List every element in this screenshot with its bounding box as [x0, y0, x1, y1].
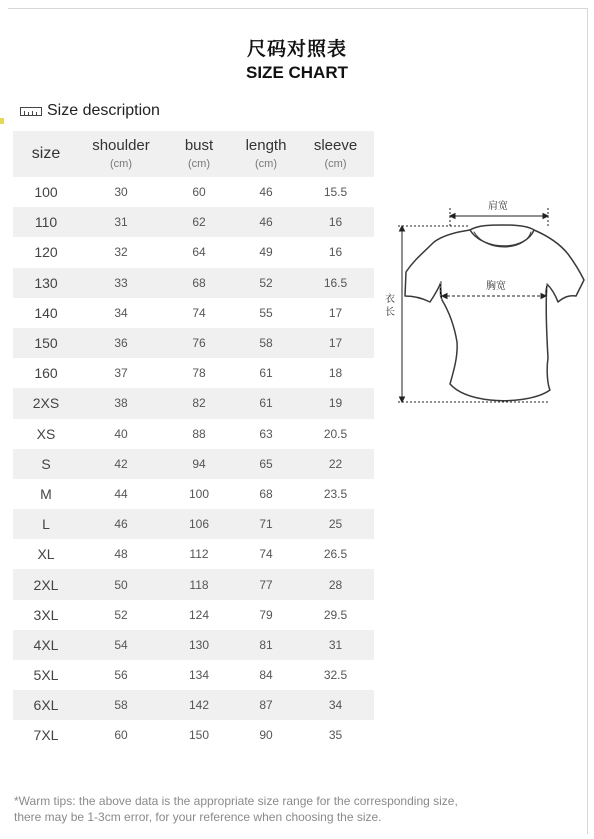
length-cell: 52: [259, 275, 273, 290]
section-heading: [20, 102, 160, 120]
shoulder-cell: 34: [114, 305, 128, 320]
bust-cell: 118: [189, 577, 209, 592]
tshirt-outline: [405, 225, 584, 401]
sleeve-cell: 19: [328, 396, 343, 411]
header-cell: [79, 131, 163, 177]
header-cell: [297, 131, 374, 177]
shoulder-cell: 31: [114, 215, 128, 230]
length-cell: 61: [259, 396, 273, 411]
sleeve-cell: 15.5: [323, 185, 348, 200]
size-cell: 5XL: [33, 667, 59, 684]
bust-cell: 150: [188, 728, 210, 743]
sleeve-cell: 34: [328, 698, 343, 713]
bust-cell: 124: [188, 607, 210, 622]
table-row: [13, 630, 374, 660]
bust-cell: 60: [192, 185, 206, 200]
shoulder-cell: 50: [114, 577, 128, 592]
length-cell: 87: [259, 698, 273, 713]
section-label: Size description: [47, 102, 160, 119]
bust-cell: 82: [192, 396, 206, 411]
bust-cell: 76: [192, 336, 206, 351]
size-cell: M: [40, 485, 52, 502]
shoulder-cell: 42: [114, 456, 128, 471]
shoulder-cell: 30: [114, 185, 128, 200]
table-row: [13, 600, 374, 630]
shoulder-cell: 32: [114, 245, 128, 260]
size-cell: S: [41, 455, 51, 472]
shoulder-cell: 52: [114, 607, 128, 622]
footnote-line-1: *Warm tips: the above data is the appropriate size range for the corresponding size,: [14, 794, 458, 808]
chart-title-cn: 尺码对照表: [246, 38, 347, 60]
bust-cell: 94: [192, 456, 206, 471]
bust-cell: 106: [188, 517, 210, 532]
header-unit: (cm): [324, 158, 347, 170]
shoulder-cell: 44: [114, 486, 128, 501]
header-cell: [13, 131, 79, 177]
ruler-icon: [20, 107, 42, 116]
bust-cell: 78: [192, 366, 206, 381]
table-row: [13, 388, 374, 418]
length-cell: 61: [259, 366, 273, 381]
header-name: sleeve: [313, 137, 358, 154]
bust-cell: 142: [188, 698, 210, 713]
shoulder-cell: 54: [114, 637, 128, 652]
header-unit: (cm): [255, 158, 277, 170]
size-cell: 6XL: [33, 697, 59, 714]
size-cell: 110: [34, 214, 58, 231]
header-cell: [235, 131, 297, 177]
shoulder-cell: 37: [114, 366, 128, 381]
sleeve-cell: 25: [328, 517, 343, 532]
shoulder-cell: 40: [114, 426, 128, 441]
shoulder-cell: 46: [114, 517, 128, 532]
header-name: length: [245, 137, 287, 154]
table-row: [13, 660, 374, 690]
bust-cell: 62: [192, 215, 206, 230]
table-row: [13, 358, 374, 388]
chart-title-en: SIZE CHART: [246, 63, 348, 82]
bust-cell: 130: [188, 637, 210, 652]
sleeve-cell: 16: [328, 245, 343, 260]
size-table: [13, 131, 374, 751]
table-row: [13, 268, 374, 298]
size-cell: 3XL: [33, 606, 59, 623]
length-cell: 90: [259, 728, 273, 743]
length-cell: 65: [259, 456, 273, 471]
length-cell: 79: [259, 607, 273, 622]
sleeve-cell: 29.5: [323, 607, 348, 622]
size-cell: 140: [34, 304, 58, 321]
bust-cell: 74: [192, 305, 206, 320]
sleeve-cell: 31: [328, 637, 343, 652]
size-cell: 160: [34, 365, 58, 382]
shoulder-cell: 33: [114, 275, 128, 290]
length-label-bottom: 长: [385, 307, 395, 318]
size-cell: 4XL: [33, 636, 59, 653]
shoulder-cell: 38: [114, 396, 128, 411]
sleeve-cell: 23.5: [323, 486, 348, 501]
table-row: [13, 298, 374, 328]
footnote: [14, 793, 534, 825]
size-cell: 7XL: [33, 727, 59, 744]
shoulder-cell: 48: [114, 547, 128, 562]
length-cell: 68: [259, 486, 273, 501]
bust-cell: 134: [188, 668, 210, 683]
length-cell: 84: [259, 668, 273, 683]
sleeve-cell: 20.5: [323, 426, 348, 441]
table-header: [13, 131, 374, 177]
size-cell: 130: [34, 274, 58, 291]
tshirt-diagram: [378, 190, 588, 415]
table-row: [13, 328, 374, 358]
sleeve-cell: 16.5: [323, 275, 348, 290]
bust-cell: 100: [188, 486, 210, 501]
header-cell: [163, 131, 235, 177]
bust-cell: 88: [192, 426, 206, 441]
edge-marker: [0, 118, 4, 124]
length-cell: 74: [259, 547, 273, 562]
sleeve-cell: 17: [328, 336, 343, 351]
table-row: [13, 720, 374, 750]
header-name: bust: [184, 137, 214, 154]
sleeve-cell: 22: [328, 456, 343, 471]
table-row: [13, 449, 374, 479]
length-cell: 55: [259, 305, 273, 320]
table-row: [13, 690, 374, 720]
sleeve-cell: 35: [328, 728, 343, 743]
size-cell: XL: [37, 546, 55, 563]
shoulder-cell: 36: [114, 336, 128, 351]
length-cell: 77: [259, 577, 273, 592]
table-body: [13, 177, 374, 751]
size-cell: 2XL: [33, 576, 59, 593]
header-unit: (cm): [110, 158, 132, 170]
length-cell: 46: [259, 185, 273, 200]
size-cell: 2XS: [32, 395, 60, 412]
bust-cell: 64: [192, 245, 206, 260]
table-row: [13, 419, 374, 449]
table-row: [13, 479, 374, 509]
table-row: [13, 509, 374, 539]
shoulder-cell: 56: [114, 668, 128, 683]
length-cell: 63: [259, 426, 273, 441]
length-cell: 46: [259, 215, 273, 230]
size-cell: L: [42, 516, 50, 533]
footnote-line-2: there may be 1-3cm error, for your reference when choosing the size.: [14, 810, 382, 824]
sleeve-cell: 26.5: [323, 547, 348, 562]
size-cell: XS: [36, 425, 56, 442]
shoulder-label: 肩宽: [488, 201, 508, 212]
size-cell: 100: [34, 184, 58, 201]
length-cell: 71: [259, 517, 273, 532]
sleeve-cell: 17: [328, 305, 343, 320]
sleeve-cell: 18: [328, 366, 343, 381]
length-cell: 81: [259, 637, 273, 652]
shoulder-cell: 58: [114, 698, 128, 713]
bust-cell: 68: [192, 275, 206, 290]
table-row: [13, 237, 374, 267]
shoulder-cell: 60: [114, 728, 128, 743]
length-cell: 49: [259, 245, 273, 260]
sleeve-cell: 16: [328, 215, 343, 230]
tshirt-collar-inner: [474, 232, 531, 247]
header-unit: (cm): [188, 158, 210, 170]
table-row: [13, 539, 374, 569]
header-name: size: [31, 145, 61, 162]
size-cell: 120: [34, 244, 58, 261]
sleeve-cell: 32.5: [323, 668, 348, 683]
bust-cell: 112: [189, 547, 209, 562]
length-cell: 58: [259, 336, 273, 351]
header-name: shoulder: [92, 137, 150, 154]
table-row: [13, 569, 374, 599]
table-row: [13, 177, 374, 207]
table-row: [13, 207, 374, 237]
length-label-top: 衣: [385, 294, 395, 305]
sleeve-cell: 28: [328, 577, 343, 592]
chest-label: 胸宽: [486, 281, 506, 292]
size-cell: 150: [34, 335, 58, 352]
